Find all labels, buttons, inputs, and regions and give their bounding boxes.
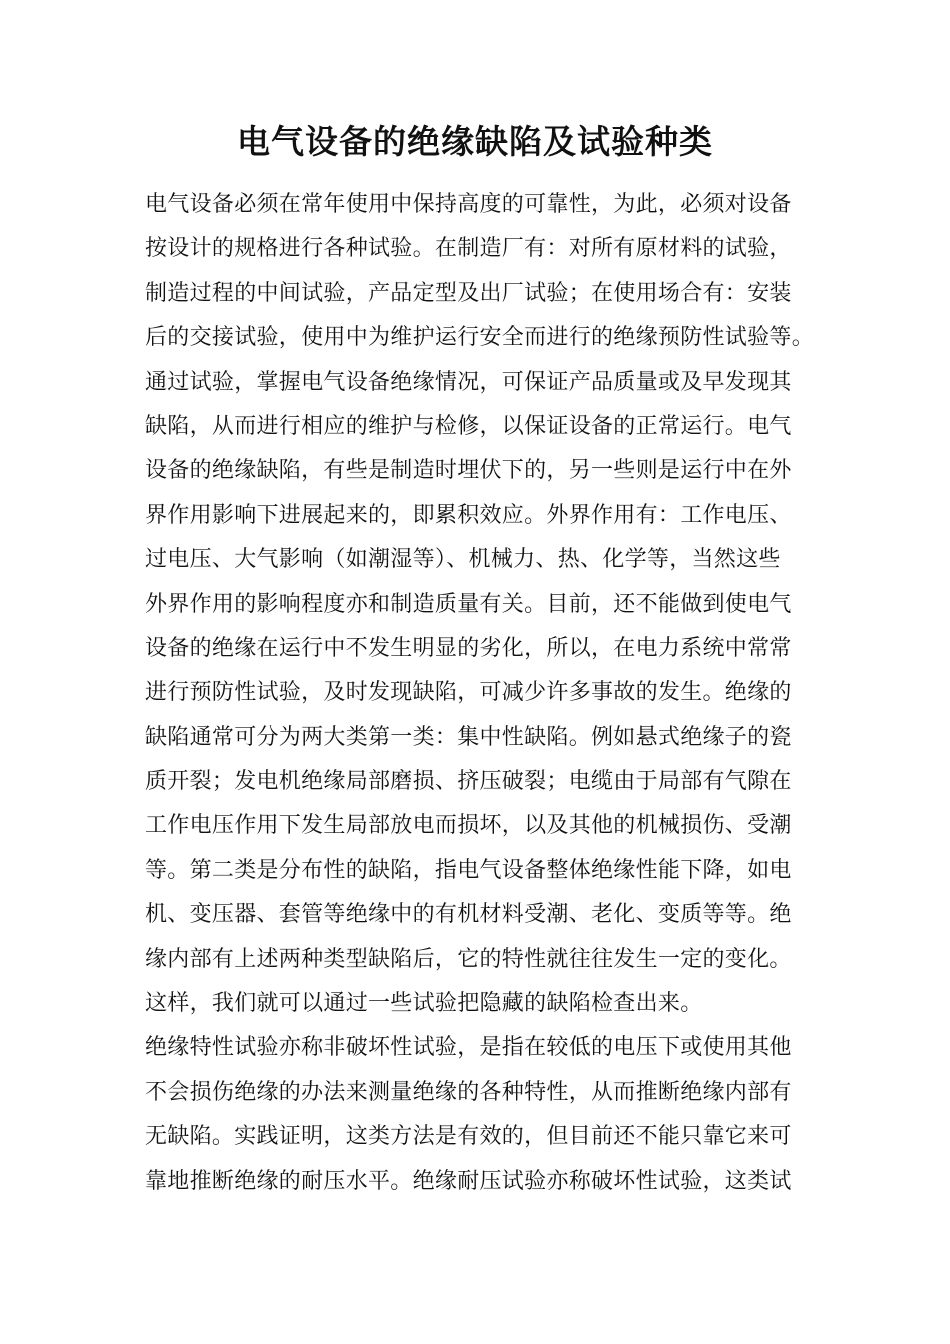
text-line: 不会损伤绝缘的办法来测量绝缘的各种特性，从而推断绝缘内部有 <box>145 1079 792 1105</box>
text-line: 电气设备必须在常年使用中保持高度的可靠性，为此，必须对设备 <box>145 192 792 217</box>
text-line: 界作用影响下进展起来的，即累积效应。外界作用有：工作电压、 <box>145 502 792 528</box>
text-line: 这样，我们就可以通过一些试验把隐藏的缺陷检查出来。 <box>145 991 703 1017</box>
text-line: 过电压、大气影响（如潮湿等）、机械力、热、化学等，当然这些 <box>145 547 781 573</box>
text-line: 缘内部有上述两种类型缺陷后，它的特性就往往发生一定的变化。 <box>145 946 792 972</box>
text-line: 工作电压作用下发生局部放电而损坏，以及其他的机械损伤、受潮 <box>145 813 792 839</box>
text-line: 设备的绝缘缺陷，有些是制造时埋伏下的，另一些则是运行中在外 <box>145 458 792 484</box>
body-text <box>145 183 825 1204</box>
text-line: 机、变压器、套管等绝缘中的有机材料受潮、老化、变质等等。绝 <box>145 902 792 928</box>
text-line: 绝缘特性试验亦称非破坏性试验，是指在较低的电压下或使用其他 <box>145 1035 792 1061</box>
text-line: 靠地推断绝缘的耐压水平。绝缘耐压试验亦称破坏性试验，这类试 <box>145 1168 792 1194</box>
text-line: 进行预防性试验，及时发现缺陷，可减少许多事故的发生。绝缘的 <box>145 680 792 706</box>
text-line: 无缺陷。实践证明，这类方法是有效的，但目前还不能只靠它来可 <box>145 1124 792 1150</box>
text-line: 缺陷，从而进行相应的维护与检修，以保证设备的正常运行。电气 <box>145 413 792 439</box>
text-line: 制造过程的中间试验，产品定型及出厂试验；在使用场合有：安装 <box>145 280 792 306</box>
text-line: 外界作用的影响程度亦和制造质量有关。目前，还不能做到使电气 <box>145 591 792 617</box>
text-line: 等。第二类是分布性的缺陷，指电气设备整体绝缘性能下降，如电 <box>145 857 792 883</box>
text-line: 质开裂；发电机绝缘局部磨损、挤压破裂；电缆由于局部有气隙在 <box>145 769 792 795</box>
text-line: 按设计的规格进行各种试验。在制造厂有：对所有原材料的试验， <box>145 236 792 262</box>
page-title: 电气设备的绝缘缺陷及试验种类 <box>237 122 713 161</box>
text-line: 缺陷通常可分为两大类第一类：集中性缺陷。例如悬式绝缘子的瓷 <box>145 724 792 750</box>
text-line: 设备的绝缘在运行中不发生明显的劣化，所以，在电力系统中常常 <box>145 635 792 661</box>
text-line: 后的交接试验，使用中为维护运行安全而进行的绝缘预防性试验等。 <box>145 325 815 351</box>
text-line: 通过试验，掌握电气设备绝缘情况，可保证产品质量或及早发现其 <box>145 369 792 395</box>
